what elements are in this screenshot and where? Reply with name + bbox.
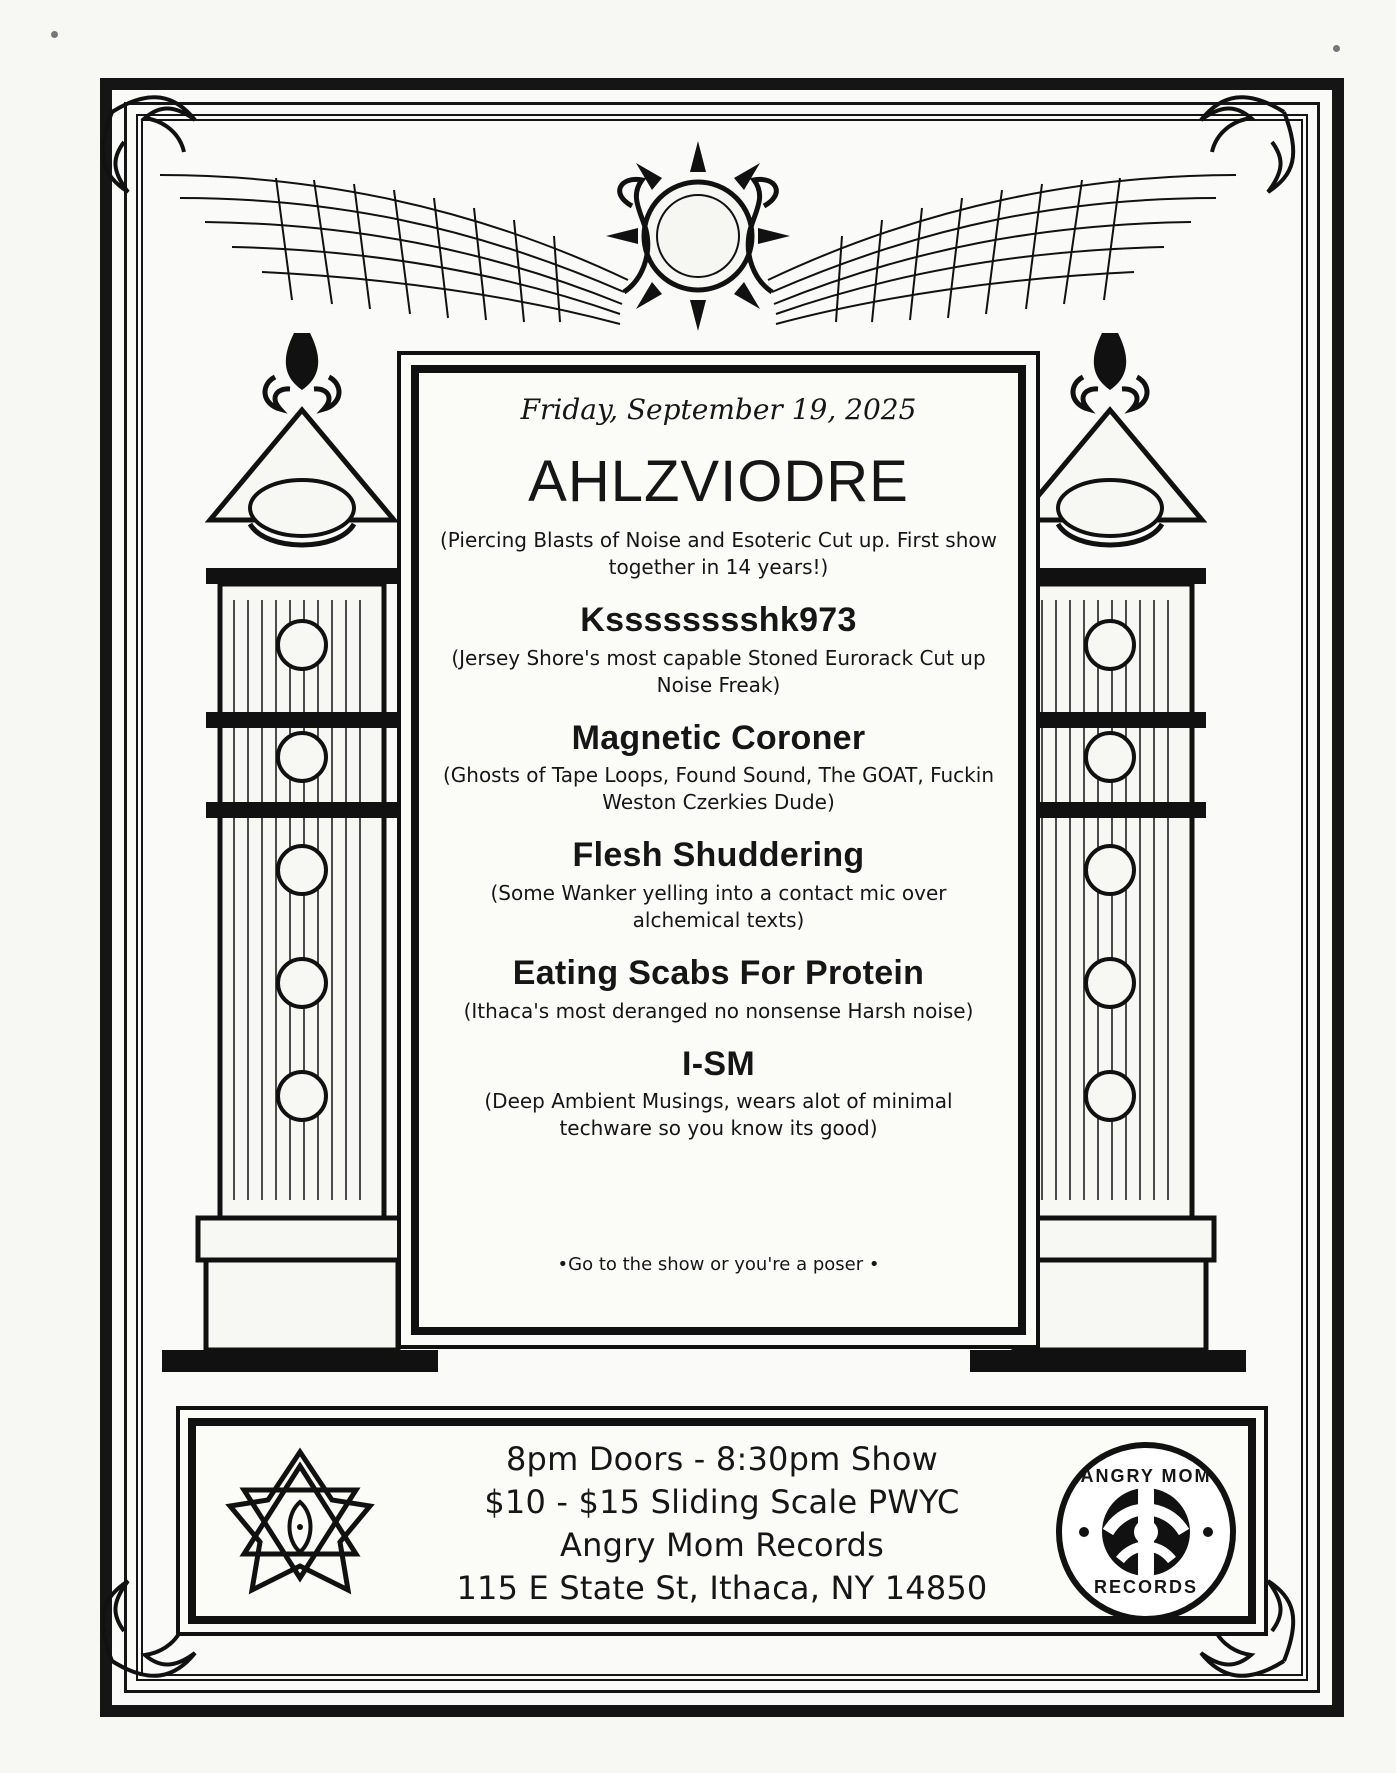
doors-time: 8pm Doors - 8:30pm Show bbox=[506, 1440, 938, 1478]
act-1 bbox=[419, 449, 1018, 581]
act-4 bbox=[419, 838, 1018, 934]
paper-speck-right bbox=[1333, 45, 1340, 52]
logo-top-text: ANGRY MOM bbox=[1080, 1466, 1212, 1486]
act-2 bbox=[419, 600, 1018, 699]
angry-mom-records-logo bbox=[1056, 1442, 1236, 1622]
event-date: Friday, September 19, 2025 bbox=[520, 393, 917, 426]
logo-bottom-text: RECORDS bbox=[1093, 1577, 1198, 1597]
paper-speck-left bbox=[51, 31, 58, 38]
act-name: Flesh Shuddering bbox=[572, 836, 865, 875]
venue-name: Angry Mom Records bbox=[560, 1525, 884, 1564]
act-name: Ksssssssshk973 bbox=[580, 600, 857, 639]
act-3 bbox=[419, 718, 1018, 817]
act-description: (Some Wanker yelling into a contact mic over alchemical texts) bbox=[490, 880, 947, 932]
act-6 bbox=[419, 1044, 1018, 1143]
venue-address: 115 E State St, Ithaca, NY 14850 bbox=[456, 1568, 988, 1607]
act-name: I-SM bbox=[682, 1044, 755, 1083]
lineup-panel bbox=[397, 351, 1040, 1349]
poster-slogan: •Go to the show or you're a poser • bbox=[557, 1254, 880, 1275]
act-description: (Deep Ambient Musings, wears alot of minimal techware so you know its good) bbox=[484, 1089, 953, 1141]
event-details-panel bbox=[176, 1406, 1268, 1636]
act-description: (Ghosts of Tape Loops, Found Sound, The GOAT, Fuckin Weston Czerkies Dude) bbox=[442, 763, 994, 815]
act-description: (Piercing Blasts of Noise and Esoteric Cut up. First show together in 14 years!) bbox=[439, 527, 997, 579]
act-name: Eating Scabs For Protein bbox=[512, 953, 925, 992]
act-description: (Ithaca's most deranged no nonsense Harsh noise) bbox=[463, 998, 974, 1023]
act-name: Magnetic Coroner bbox=[571, 718, 866, 757]
lineup-content bbox=[419, 393, 1018, 1164]
act-description: (Jersey Shore's most capable Stoned Eurorack Cut up Noise Freak) bbox=[451, 645, 986, 697]
act-name: AHLZVIODRE bbox=[528, 449, 909, 514]
act-5 bbox=[419, 953, 1018, 1025]
ticket-price: $10 - $15 Sliding Scale PWYC bbox=[484, 1482, 960, 1521]
